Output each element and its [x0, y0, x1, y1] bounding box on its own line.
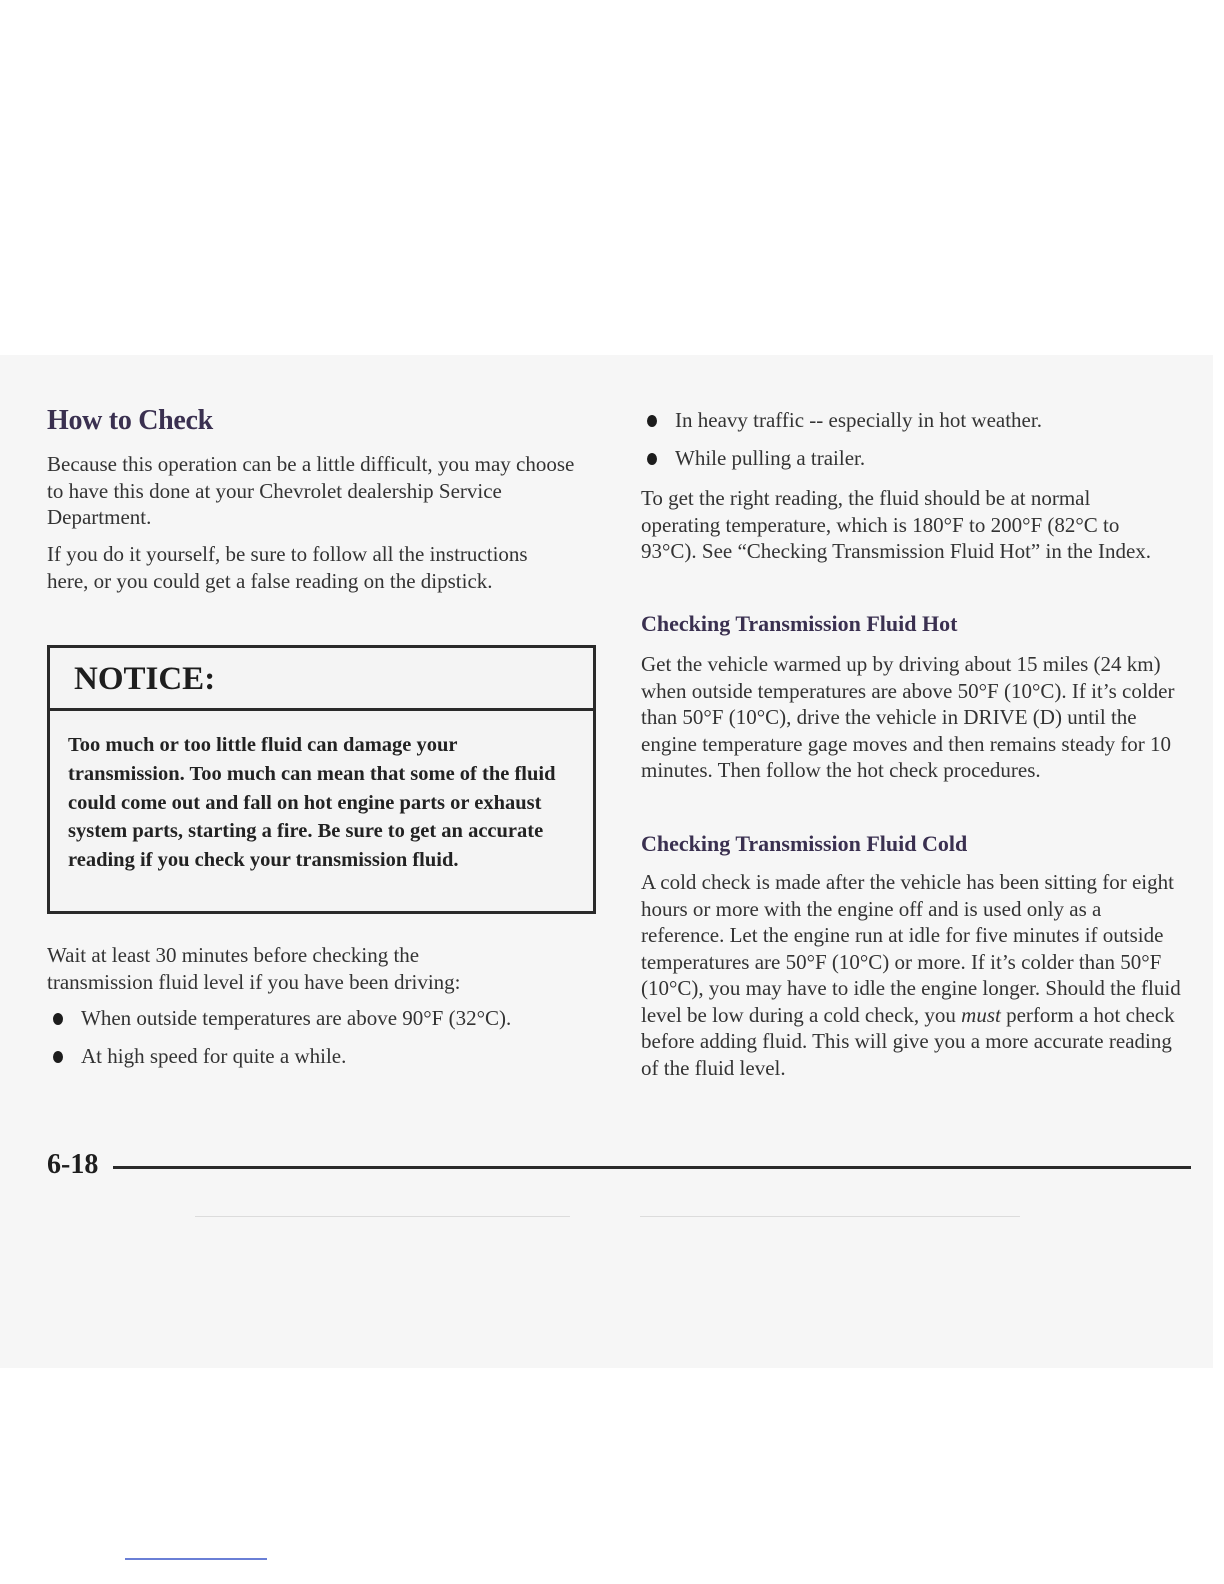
page-number: 6-18	[47, 1149, 99, 1180]
manual-page	[0, 355, 1213, 1368]
list-item	[641, 407, 1215, 433]
notice-box	[47, 645, 596, 914]
bullet-icon	[647, 453, 657, 465]
intro-paragraph: Because this operation can be a little difficult, you may choose to have this done at your Chevrolet dealership Service Department.	[47, 452, 575, 529]
reading-paragraph: To get the right reading, the fluid should be at normal operating temperature, which is 180°F to 200°F (82°C to 93°C). See “Checking Transmission Fluid Hot” in the Index.	[641, 486, 1152, 563]
footer-rule	[113, 1166, 1191, 1169]
bottom-underline	[125, 1558, 267, 1560]
list-item	[47, 1043, 641, 1069]
bullet-icon	[647, 415, 657, 427]
notice-text: Too much or too little fluid can damage your transmission. Too much can mean that some of the fluid could come out and fall on hot engine parts or exhaust system parts, starting a fire. Be sure to get an accurate reading if you check your transmission fluid.	[68, 734, 556, 872]
list-item	[641, 445, 1215, 471]
hot-check-heading: Checking Transmission Fluid Hot	[641, 611, 958, 636]
notice-heading: NOTICE:	[50, 648, 593, 711]
list-item-text: At high speed for quite a while.	[81, 1044, 347, 1068]
cold-text-emphasis: must	[961, 1002, 1001, 1027]
list-item	[47, 1005, 641, 1031]
list-item-text: In heavy traffic -- especially in hot weather.	[675, 408, 1042, 432]
list-item-text: When outside temperatures are above 90°F (32°C).	[81, 1006, 512, 1030]
hot-check-paragraph: Get the vehicle warmed up by driving about 15 miles (24 km) when outside temperatures are above 50°F (10°C). If it’s colder than 50°F (10°C), drive the vehicle in DRIVE (D) until the engine temperature gage moves and then remains steady for 10 minutes. Then follow the hot check procedures.	[641, 652, 1175, 782]
cold-text-end: perform a hot check before adding fluid. This will give you a more accurate reading of the fluid level.	[641, 1002, 1175, 1080]
scan-artifact-rule	[195, 1216, 570, 1217]
scan-artifact-rule	[640, 1216, 1020, 1217]
section-title: How to Check	[47, 405, 213, 436]
cold-text-start: A cold check is made after the vehicle has been sitting for eight hours or more with the engine off and is used only as a reference. Let the engine run at idle for five minutes if outside temperatures are 50°F (10°C) or more. If it’s colder than 50°F (10°C), you may have to idle the engine longer. Should the fluid level be low during a cold check, you	[641, 870, 1181, 1027]
instructions-paragraph: If you do it yourself, be sure to follow all the instructions here, or you could get a false reading on the dipstick.	[47, 542, 528, 593]
bullet-icon	[53, 1013, 63, 1025]
cold-check-paragraph	[641, 869, 1181, 1081]
list-item-text: While pulling a trailer.	[675, 446, 866, 470]
wait-paragraph: Wait at least 30 minutes before checking the transmission fluid level if you have been driving:	[47, 943, 461, 994]
bullet-icon	[53, 1051, 63, 1063]
cold-check-heading: Checking Transmission Fluid Cold	[641, 831, 968, 856]
